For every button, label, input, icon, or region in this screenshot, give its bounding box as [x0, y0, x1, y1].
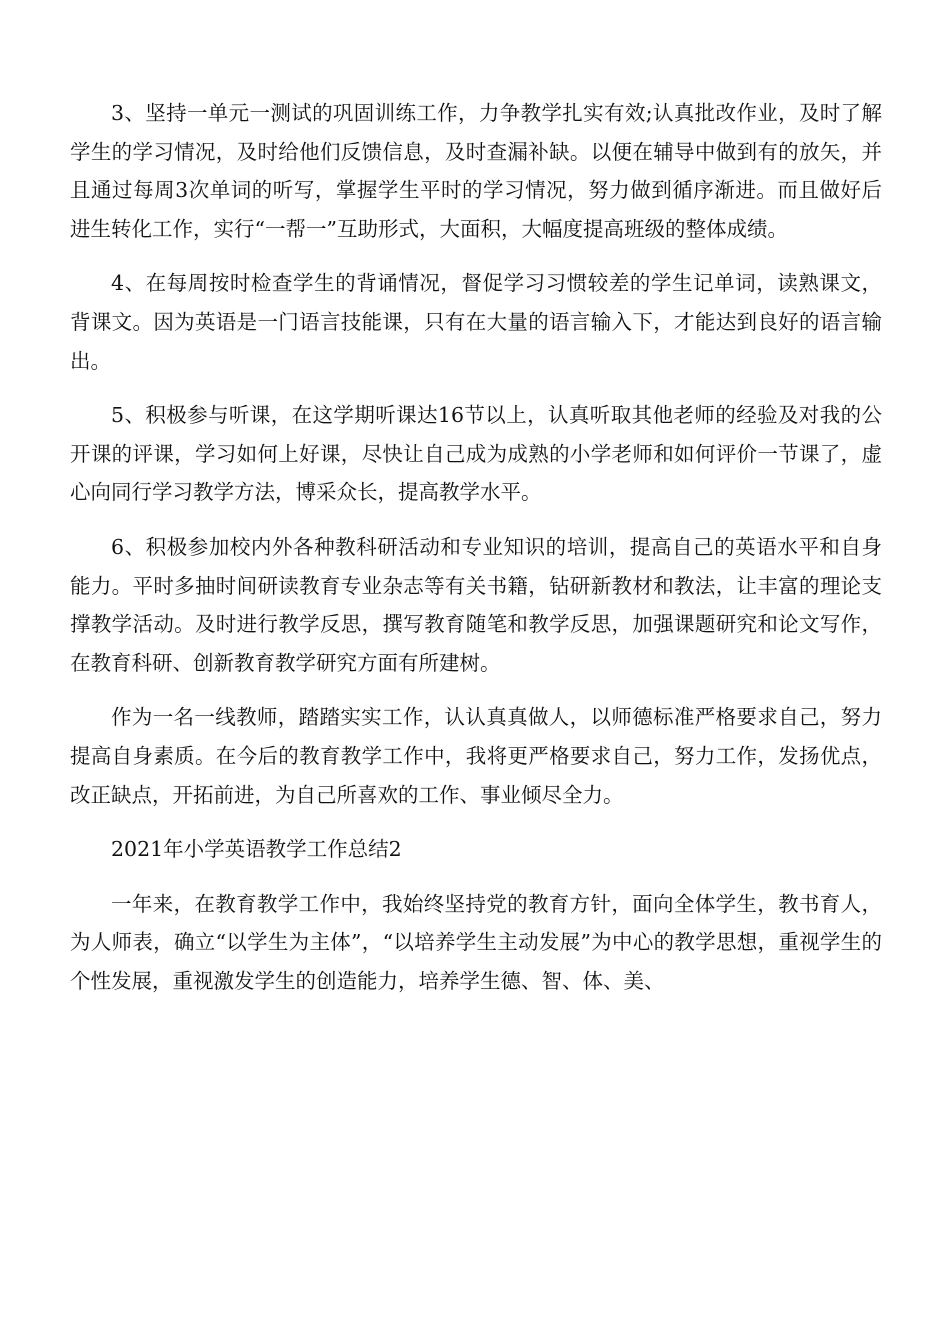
paragraph-item-3: 3、坚持一单元一测试的巩固训练工作，力争教学扎实有效;认真批改作业，及时了解学生的学习情况，及时给他们反馈信息，及时查漏补缺。以便在辅导中做到有的放矢，并且通过每周3次单词的听写，掌握学生平时的学习情况，努力做到循序渐进。而且做好后进生转化工作，实行“一帮一”互助形式，大面积，大幅度提高班级的整体成绩。	[70, 101, 882, 241]
paragraph-item-6: 6、积极参加校内外各种教科研活动和专业知识的培训，提高自己的英语水平和自身能力。平时多抽时间研读教育专业杂志等有关书籍，钻研新教材和教法，让丰富的理论支撑教学活动。及时进行教学反思，撰写教育随笔和教学反思，加强课题研究和论文写作，在教育科研、创新教育教学研究方面有所建树。	[70, 534, 882, 675]
paragraph-item-4: 4、在每周按时检查学生的背诵情况，督促学习习惯较差的学生记单词，读熟课文，背课文。因为英语是一门语言技能课，只有在大量的语言输入下，才能达到良好的语言输出。	[70, 271, 882, 373]
paragraph-intro-2: 一年来，在教育教学工作中，我始终坚持党的教育方针，面向全体学生，教书育人，为人师表，确立“以学生为主体”，“以培养学生主动发展”为中心的教学思想，重视学生的个性发展，重视激发学生的创造能力，培养学生德、智、体、美、	[70, 891, 882, 993]
paragraph-conclusion: 作为一名一线教师，踏踏实实工作，认认真真做人，以师德标准严格要求自己，努力提高自身素质。在今后的教育教学工作中，我将更严格要求自己，努力工作，发扬优点，改正缺点，开拓前进，为自己所喜欢的工作、事业倾尽全力。	[70, 705, 882, 807]
paragraph-item-5: 5、积极参与听课，在这学期听课达16节以上，认真听取其他老师的经验及对我的公开课的评课，学习如何上好课，尽快让自己成为成熟的小学老师和如何评价一节课了，虚心向同行学习教学方法，博采众长，提高教学水平。	[70, 403, 882, 505]
section-heading: 2021年小学英语教学工作总结2	[111, 837, 402, 862]
document-body	[70, 94, 882, 1016]
